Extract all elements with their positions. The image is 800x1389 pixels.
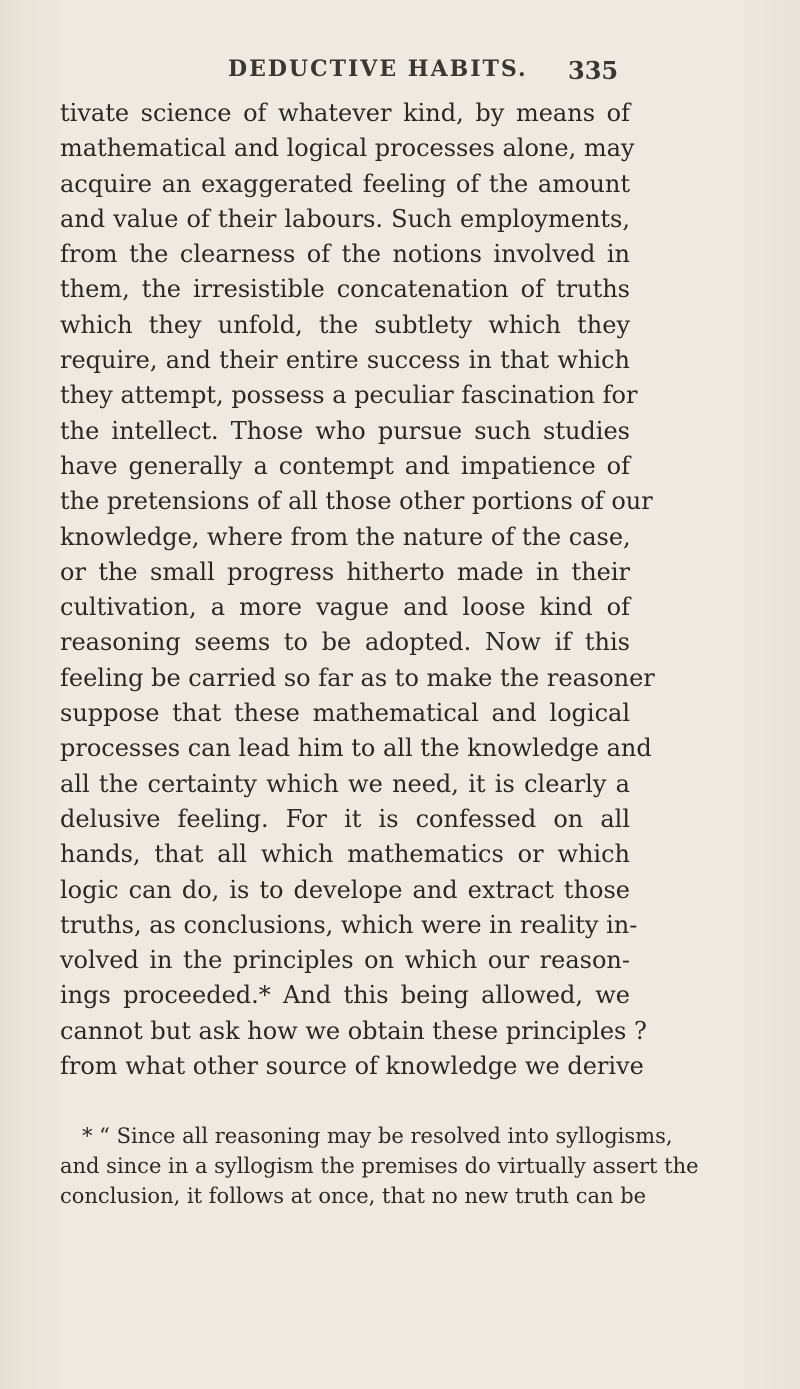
footnote [60,1121,699,1211]
text-line: reasoning seems to be adopted. Now if this [60,628,630,657]
text-line: the pretensions of all those other portions of our [60,487,653,516]
text-line: from the clearness of the notions involved in [60,240,630,269]
text-line: feeling be carried so far as to make the reasoner [60,663,655,692]
text-line: ings proceeded.* And this being allowed, we [60,981,630,1010]
text-line: the intellect. Those who pursue such studies [60,416,630,445]
text-line: hands, that all which mathematics or which [60,840,630,869]
text-line: from what other source of knowledge we derive [60,1052,644,1081]
text-line: cannot but ask how we obtain these principles ? [60,1016,647,1045]
text-line: acquire an exaggerated feeling of the amount [60,169,630,198]
text-line: logic can do, is to develope and extract those [60,875,630,904]
footnote-line: and since in a syllogism the premises do virtually assert the [60,1154,699,1178]
running-title: DEDUCTIVE HABITS. [228,56,528,82]
text-line: them, the irresistible concatenation of truths [60,275,630,304]
page-number: 335 [568,56,619,85]
text-line: which they unfold, the subtlety which they [60,310,630,339]
text-line: or the small progress hitherto made in their [60,557,630,586]
text-line: processes can lead him to all the knowledge and [60,734,652,763]
text-line: suppose that these mathematical and logical [60,699,630,728]
body-text [60,96,655,1084]
text-line: require, and their entire success in that which [60,346,630,375]
text-line: mathematical and logical processes alone, may [60,134,635,163]
running-head [0,50,800,90]
text-line: all the certainty which we need, it is clearly a [60,769,630,798]
footnote-line: * “ Since all reasoning may be resolved into syllogisms, [82,1124,673,1148]
text-line: delusive feeling. For it is confessed on all [60,804,630,833]
text-line: truths, as conclusions, which were in reality in- [60,910,638,939]
text-line: and value of their labours. Such employments, [60,204,630,233]
text-line: they attempt, possess a peculiar fascination for [60,381,638,410]
text-line: tivate science of whatever kind, by means of [60,99,630,127]
text-line: knowledge, where from the nature of the case, [60,522,631,551]
text-line: cultivation, a more vague and loose kind of [60,593,630,622]
text-line: have generally a contempt and impatience of [60,451,630,480]
footnote-line: conclusion, it follows at once, that no new truth can be [60,1184,647,1208]
text-line: volved in the principles on which our reason- [60,946,630,975]
